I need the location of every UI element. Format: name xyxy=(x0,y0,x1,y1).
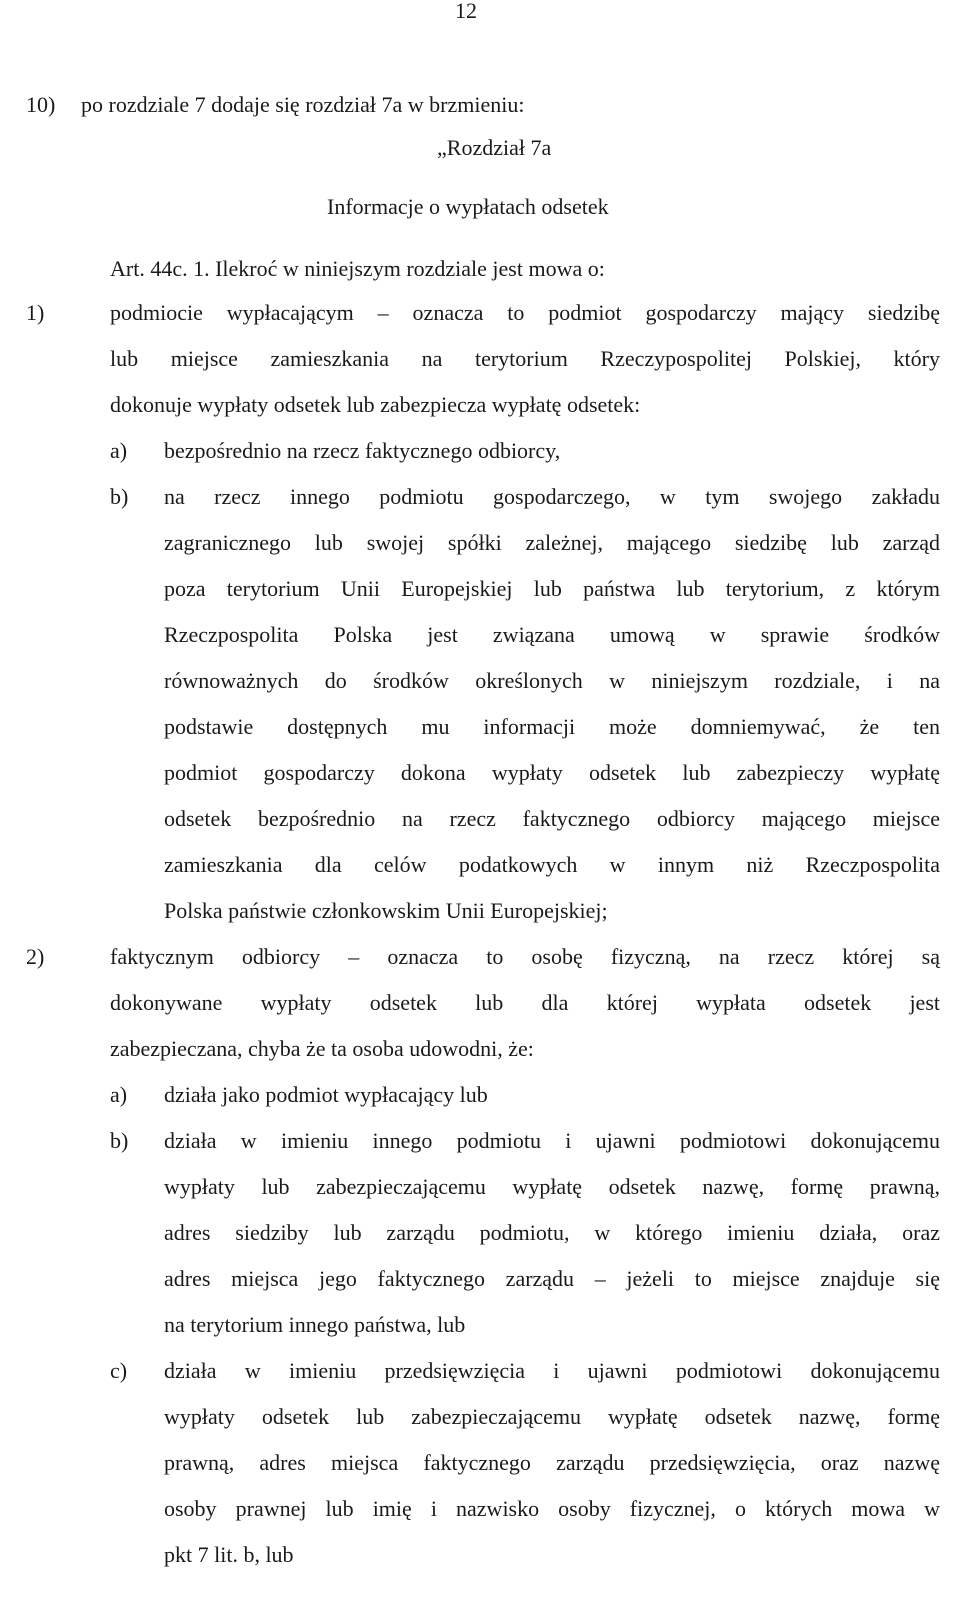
item-1b-line: równoważnych do środków określonych w niniejszym rozdziale, i na xyxy=(164,668,940,693)
item-1b-line: zamieszkania dla celów podatkowych w innym niż Rzeczpospolita xyxy=(164,852,940,877)
item-1b-line: Rzeczpospolita Polska jest związana umową w sprawie środków xyxy=(164,622,940,647)
item-1-line: dokonuje wypłaty odsetek lub zabezpiecza wypłatę odsetek: xyxy=(110,392,641,417)
item-2c-line: prawną, adres miejsca faktycznego zarządu przedsięwzięcia, oraz nazwę xyxy=(164,1450,940,1475)
chapter-heading: „Rozdział 7a xyxy=(437,135,552,160)
item-2-line: faktycznym odbiorcy – oznacza to osobę fizyczną, na rzecz której są xyxy=(110,944,940,969)
item-2c-line: pkt 7 lit. b, lub xyxy=(164,1542,294,1567)
item-2b-line: wypłaty lub zabezpieczającemu wypłatę odsetek nazwę, formę prawną, xyxy=(164,1174,940,1199)
item-1a-marker: a) xyxy=(110,438,128,463)
intro-text: po rozdziale 7 dodaje się rozdział 7a w brzmieniu: xyxy=(81,92,525,117)
item-2a-marker: a) xyxy=(110,1082,128,1107)
item-1b-line: na rzecz innego podmiotu gospodarczego, w tym swojego zakładu xyxy=(164,484,940,509)
item-2b-line: adres miejsca jego faktycznego zarządu – jeżeli to miejsce znajduje się xyxy=(164,1266,940,1291)
item-2b-line: adres siedziby lub zarządu podmiotu, w którego imieniu działa, oraz xyxy=(164,1220,940,1245)
item-2b-line: na terytorium innego państwa, lub xyxy=(164,1312,466,1337)
page-number: 12 xyxy=(455,0,477,23)
item-2c-line: działa w imieniu przedsięwzięcia i ujawni podmiotowi dokonującemu xyxy=(164,1358,940,1383)
item-2a-line: działa jako podmiot wypłacający lub xyxy=(164,1082,488,1107)
item-2-line: dokonywane wypłaty odsetek lub dla której wypłata odsetek jest xyxy=(110,990,940,1015)
item-1-line: podmiocie wypłacającym – oznacza to podmiot gospodarczy mający siedzibę xyxy=(110,300,940,325)
item-1b-line: podmiot gospodarczy dokona wypłaty odsetek lub zabezpieczy wypłatę xyxy=(164,760,940,785)
item-1b-line: zagranicznego lub swojej spółki zależnej, mającego siedzibę lub zarząd xyxy=(164,530,940,555)
item-1-line: lub miejsce zamieszkania na terytorium Rzeczypospolitej Polskiej, który xyxy=(110,346,940,371)
article-line: Art. 44c. 1. Ilekroć w niniejszym rozdziale jest mowa o: xyxy=(110,256,605,281)
item-2b-line: działa w imieniu innego podmiotu i ujawni podmiotowi dokonującemu xyxy=(164,1128,940,1153)
chapter-title: Informacje o wypłatach odsetek xyxy=(327,194,609,219)
item-1-marker: 1) xyxy=(26,300,45,325)
item-1b-line: poza terytorium Unii Europejskiej lub państwa lub terytorium, z którym xyxy=(164,576,940,601)
item-1b-line: podstawie dostępnych mu informacji może domniemywać, że ten xyxy=(164,714,940,739)
item-2-line: zabezpieczana, chyba że ta osoba udowodni, że: xyxy=(110,1036,534,1061)
item-2-marker: 2) xyxy=(26,944,45,969)
item-1b-marker: b) xyxy=(110,484,129,509)
item-1b-line: odsetek bezpośrednio na rzecz faktycznego odbiorcy mającego miejsce xyxy=(164,806,940,831)
intro-marker: 10) xyxy=(26,92,56,117)
item-2c-line: osoby prawnej lub imię i nazwisko osoby fizycznej, o których mowa w xyxy=(164,1496,940,1521)
item-1a-line: bezpośrednio na rzecz faktycznego odbiorcy, xyxy=(164,438,561,463)
item-2b-marker: b) xyxy=(110,1128,129,1153)
item-2c-line: wypłaty odsetek lub zabezpieczającemu wypłatę odsetek nazwę, formę xyxy=(164,1404,940,1429)
item-1b-line: Polska państwie członkowskim Unii Europejskiej; xyxy=(164,898,608,923)
item-2c-marker: c) xyxy=(110,1358,128,1383)
